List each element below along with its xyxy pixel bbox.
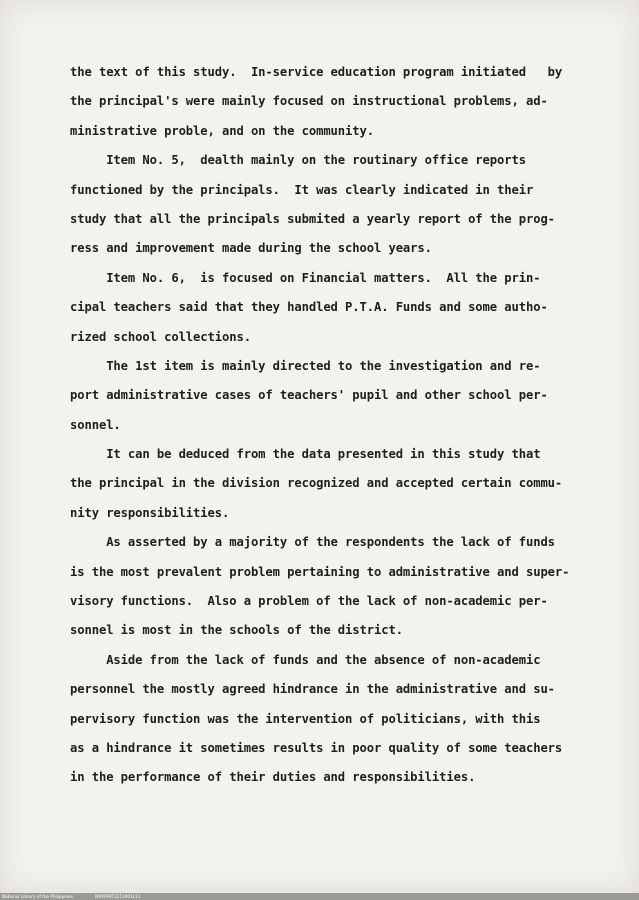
footer-identifier: MXPFPRT2212401L11 [95, 894, 141, 899]
text-line: cipal teachers said that they handled P.T.A. Funds and some autho- [70, 300, 548, 315]
text-line: the principal's were mainly focused on instructional problems, ad- [70, 94, 548, 109]
text-line: ministrative proble, and on the community. [70, 123, 374, 138]
text-line: functioned by the principals. It was clearly indicated in their [70, 182, 534, 197]
body-text [70, 58, 590, 793]
text-line: As asserted by a majority of the respondents the lack of funds [70, 535, 555, 550]
text-line: rized school collections. [70, 329, 251, 344]
text-line: Aside from the lack of funds and the absence of non-academic [70, 652, 541, 667]
text-line: as a hindrance it sometimes results in poor quality of some teachers [70, 740, 563, 755]
text-line: is the most prevalent problem pertaining to administrative and super- [70, 564, 570, 579]
text-line: sonnel. [70, 417, 121, 432]
text-line: study that all the principals submited a yearly report of the prog- [70, 211, 555, 226]
text-line: in the performance of their duties and responsibilities. [70, 770, 476, 785]
text-line: the text of this study. In-service education program initiated by [70, 65, 563, 79]
text-line: personnel the mostly agreed hindrance in the administrative and su- [70, 682, 555, 697]
text-line: port administrative cases of teachers' pupil and other school per- [70, 388, 548, 403]
text-line: pervisory function was the intervention of politicians, with this [70, 711, 541, 726]
text-line: ress and improvement made during the school years. [70, 241, 432, 256]
text-line: Item No. 5, dealth mainly on the routinary office reports [70, 153, 526, 168]
text-line: sonnel is most in the schools of the district. [70, 623, 403, 638]
text-line: The 1st item is mainly directed to the investigation and re- [70, 358, 541, 373]
scan-footer-bar [0, 893, 639, 900]
text-line: It can be deduced from the data presented in this study that [70, 447, 541, 462]
text-line: visory functions. Also a problem of the lack of non-academic per- [70, 594, 548, 609]
footer-library-name: National Library of the Philippines [2, 894, 73, 899]
text-line: Item No. 6, is focused on Financial matters. All the prin- [70, 270, 541, 285]
text-line: the principal in the division recognized and accepted certain commu- [70, 476, 563, 491]
text-line: nity responsibilities. [70, 505, 230, 520]
